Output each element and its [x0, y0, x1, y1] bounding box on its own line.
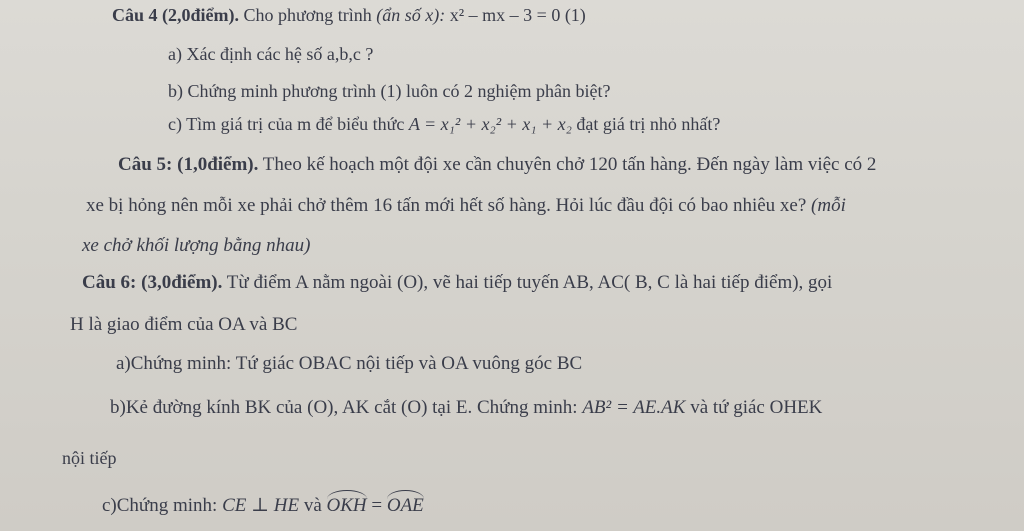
q4-part-b: b) Chứng minh phương trình (1) luôn có 2 nghiệm phân biệt? — [168, 81, 611, 101]
q4-note: (ẩn số x): — [376, 5, 446, 25]
q6-c-arc-2: OAE — [386, 495, 424, 516]
q4-equation: x² – mx – 3 = 0 (1) — [445, 5, 586, 25]
q5-text-2: xe bị hỏng nên mỗi xe phải chở thêm 16 tấn mới hết số hàng. Hỏi lúc đầu đội có bao nhiêu xe? — [86, 195, 812, 216]
q6-part-b — [110, 397, 822, 419]
q6-part-c — [102, 494, 424, 517]
q6-b-expression: AB² = AE.AK — [582, 397, 686, 418]
q4-intro: Cho phương trình — [239, 5, 377, 25]
q6-line-1 — [82, 272, 832, 294]
q4-c-expression: A = x₁² + x₂² + x₁ + x₂ — [408, 114, 572, 134]
q5-text-1: Theo kế hoạch một đội xe cần chuyên chở 120 tấn hàng. Đến ngày làm việc có 2 — [258, 154, 877, 175]
q5-text-2-italic: (mỗi — [811, 195, 846, 216]
q5-line-2 — [86, 195, 846, 217]
q6-c-arc-1: OKH — [326, 495, 367, 516]
q4-part-a: a) Xác định các hệ số a,b,c ? — [168, 44, 374, 64]
q4-c-pre: c) Tìm giá trị của m để biểu thức — [168, 114, 409, 134]
q6-part-a: a)Chứng minh: Tứ giác OBAC nội tiếp và OA vuông góc BC — [116, 353, 583, 374]
q6-heading: Câu 6: (3,0điểm). — [82, 272, 223, 293]
q6-text-1: Từ điểm A nằm ngoài (O), vẽ hai tiếp tuyến AB, AC( B, C là hai tiếp điểm), gọi — [222, 272, 833, 293]
q6-c-pre: c)Chứng minh: — [102, 495, 223, 516]
q6-b-post: và tứ giác OHEK — [685, 397, 823, 418]
q6-part-b-continued: nội tiếp — [62, 448, 117, 468]
q6-c-equals: = — [366, 495, 387, 516]
q4-heading: Câu 4 (2,0điểm). — [112, 5, 239, 25]
q6-c-mid: và — [299, 495, 327, 516]
q4-title-line — [112, 5, 586, 26]
q5-line-3: xe chở khối lượng bằng nhau) — [82, 235, 311, 256]
q5-line-1 — [118, 154, 876, 176]
q6-c-expression-1: CE ⊥ HE — [222, 495, 300, 516]
q5-heading: Câu 5: (1,0điểm). — [118, 154, 259, 175]
q4-part-c — [168, 114, 720, 135]
q6-b-pre: b)Kẻ đường kính BK của (O), AK cắt (O) tại E. Chứng minh: — [110, 397, 583, 418]
q6-line-2: H là giao điểm của OA và BC — [70, 314, 298, 335]
q4-c-post: đạt giá trị nhỏ nhất? — [571, 114, 721, 134]
